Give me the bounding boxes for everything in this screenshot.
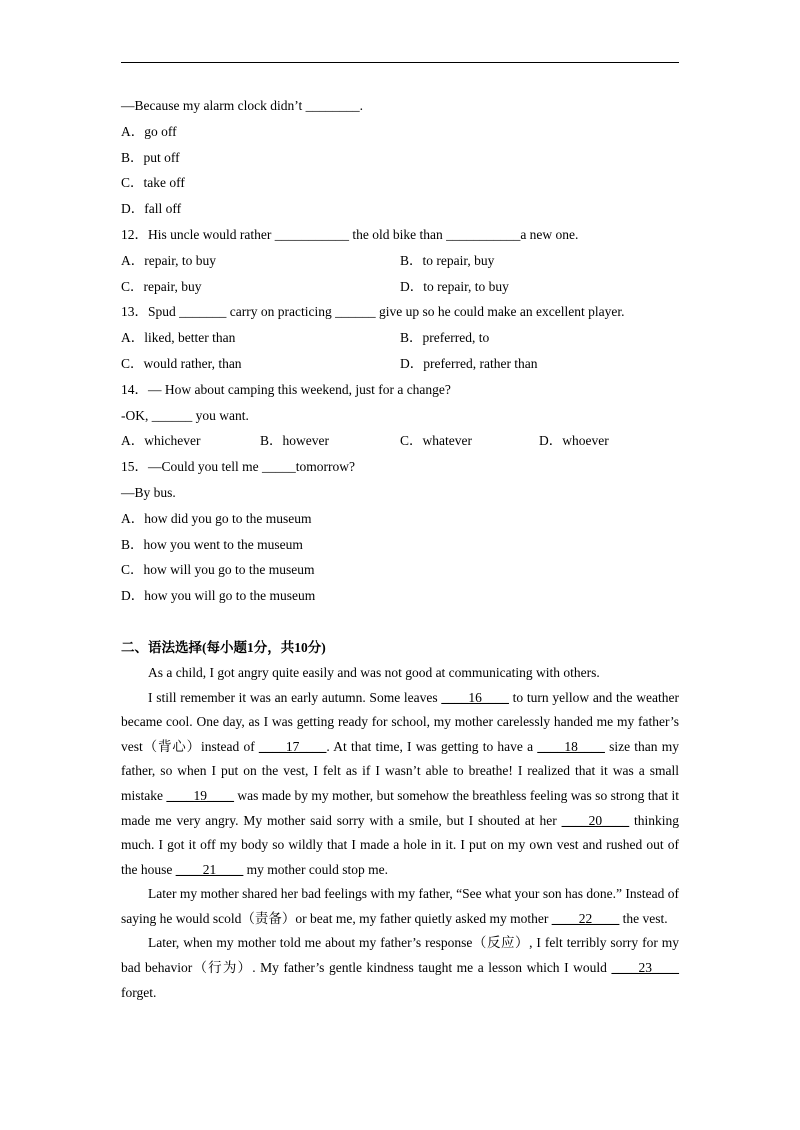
- section-gap: [121, 609, 679, 635]
- p4-text-1: Later, when my mother told me about my father’s response（反应）, I felt terribly sorry for my bad behavior（行为）. My father’s gentle kindness taught me a lesson which I would: [121, 935, 679, 976]
- blank-16: ____16____: [441, 689, 509, 705]
- q14-option-a: A．whichever: [121, 433, 201, 449]
- q11-option-c: C．take off: [121, 175, 185, 191]
- q11-option-b: B．put off: [121, 149, 180, 165]
- grammar-passage: [121, 661, 679, 1005]
- section2-heading: 二、语法选择(每小题1分，共10分): [121, 639, 326, 655]
- q14-reply: -OK, ______ you want.: [121, 407, 249, 423]
- q13-options-row2: [121, 351, 679, 377]
- q15-option-b: B．how you went to the museum: [121, 536, 303, 552]
- q11-option-a: A．go off: [121, 123, 177, 139]
- q15-option-a: A．how did you go to the museum: [121, 510, 312, 526]
- q11-option-d: D．fall off: [121, 201, 182, 217]
- p2-text-6: thinking much. I got it off my body so wildly that I made a hole in it. I put on my own vest and rushed out of the house: [121, 812, 679, 877]
- q12-option-c: C．repair, buy: [121, 278, 202, 294]
- q14-options-row: [121, 428, 679, 454]
- q13-options-row1: [121, 325, 679, 351]
- q15-option-c: C．how will you go to the museum: [121, 562, 315, 578]
- p4-text-2: forget.: [121, 984, 157, 1000]
- q12-option-b: B．to repair, buy: [400, 252, 495, 268]
- blank-22: ____22____: [551, 910, 620, 926]
- q15-reply: —By bus.: [121, 484, 176, 500]
- blank-23: ____23____: [611, 960, 679, 976]
- p2-text-3: . At that time, I was getting to have a: [326, 738, 538, 754]
- q15-stem: 15．—Could you tell me _____tomorrow?: [121, 459, 355, 475]
- p2-text-7: my mother could stop me.: [243, 861, 388, 877]
- blank-20: ____20____: [561, 812, 630, 828]
- q12-stem: 12．His uncle would rather ___________ the old bike than ___________a new one.: [121, 226, 579, 242]
- p2-text-1: I still remember it was an early autumn. Some leaves: [148, 689, 442, 705]
- q14-option-d: D．whoever: [539, 433, 609, 449]
- p2-text-5: was made by my mother, but somehow the breathless feeling was so strong that it made me very angry. My mother said sorry with a smile, but I shouted at her: [121, 787, 679, 828]
- q14-option-b: B．however: [260, 433, 329, 449]
- q13-option-b: B．preferred, to: [400, 330, 490, 346]
- blank-18: ____18____: [537, 738, 605, 754]
- q12-option-d: D．to repair, to buy: [400, 278, 509, 294]
- blank-17: ____17____: [258, 738, 327, 754]
- q13-option-a: A．liked, better than: [121, 330, 236, 346]
- q14-option-c: C．whatever: [400, 433, 472, 449]
- q13-option-c: C．would rather, than: [121, 355, 242, 371]
- passage-paragraph-2: [121, 686, 679, 883]
- passage-paragraph-4: [121, 931, 679, 1005]
- q14-stem: 14．— How about camping this weekend, just for a change?: [121, 381, 451, 397]
- blank-21: ____21____: [175, 861, 244, 877]
- p2-text-2: to turn yellow and the weather became cool. One day, as I was getting ready for school, my mother carelessly handed me my father’s vest（背心）instead of: [121, 689, 679, 754]
- exam-content: [121, 93, 679, 1005]
- q13-stem: 13．Spud _______ carry on practicing ______ give up so he could make an excellent player.: [121, 304, 625, 320]
- q12-option-a: A．repair, to buy: [121, 252, 217, 268]
- q15-option-d: D．how you will go to the museum: [121, 588, 316, 604]
- p3-text-1: Later my mother shared her bad feelings with my father, “See what your son has done.” Instead of saying he would scold（责备）or beat me, my father quietly asked my mother: [121, 886, 679, 926]
- blank-19: ____19____: [166, 787, 234, 803]
- q13-option-d: D．preferred, rather than: [400, 355, 538, 371]
- header-rule: [121, 62, 679, 63]
- p2-text-4: size than my father, so when I put on the vest, I felt as if I wasn’t able to breathe! I realized that it was a small mistake: [121, 738, 680, 803]
- passage-paragraph-3: [121, 882, 679, 931]
- p3-text-2: the vest.: [619, 910, 668, 926]
- q12-options-row2: [121, 274, 679, 300]
- q12-options-row1: [121, 248, 679, 274]
- passage-paragraph-1: As a child, I got angry quite easily and was not good at communicating with others.: [148, 664, 600, 680]
- q11-stem: —Because my alarm clock didn’t ________.: [121, 98, 363, 113]
